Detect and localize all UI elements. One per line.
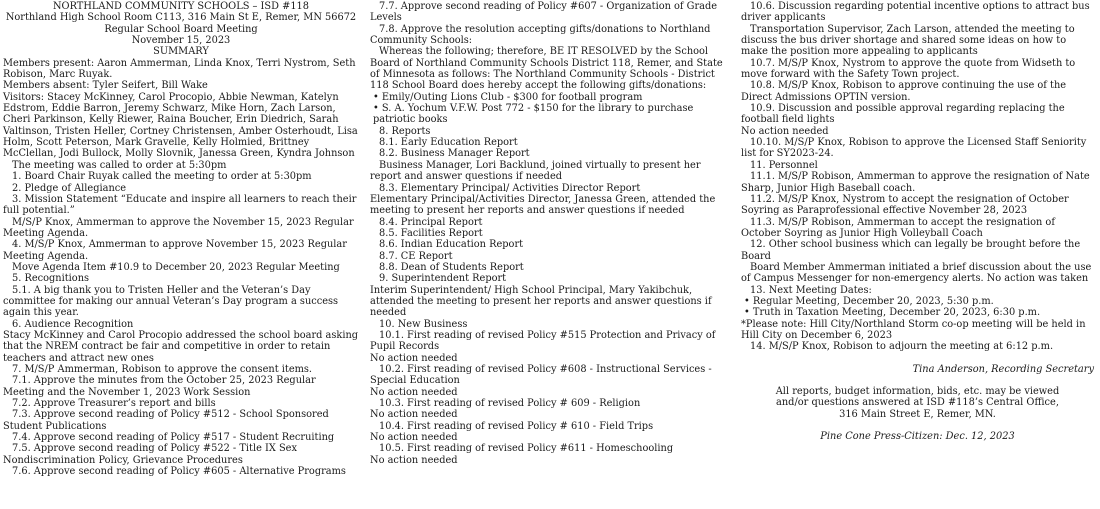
item-10: 10. New Business xyxy=(379,318,468,330)
item-7-5: 7.5. Approve second reading of Policy #522 - Title IX Sex Nondiscrimination Policy, Grievance Procedures xyxy=(3,443,298,466)
visitors: Visitors: Stacey McKinney, Carol Procopio, Abbie Newman, Katelyn Edstrom, Eddie Barron, Jeremy Schwarz, Mike Horn, Zach Larson, Cheri Parkinson, Kelly Riewer, Raina Boucher, Erin Diedrich, Sarah Valtinson, Tristen Heller, Cortney Christensen, Amber Osterhoudt, Lisa Holm, Scott Peterson, Mark Gravelle, Kelly Holmied, Brittney McClellan, Jodi Bullock, Molly Slovnik, Janessa Green, Kyndra Johnson xyxy=(3,91,358,160)
item-10-7: 10.7. M/S/P Knox, Nystrom to approve the quote from Widseth to move forward with the Safety Town project. xyxy=(741,57,1076,81)
no-action-5: No action needed xyxy=(370,454,458,466)
item-8-2: 8.2. Business Manager Report xyxy=(379,148,530,160)
item-14: 14. M/S/P Knox, Robison to adjourn the meeting at 6:12 p.m. xyxy=(750,341,1054,353)
item-8-8: 8.8. Dean of Students Report xyxy=(379,261,524,273)
secretary-signature: Tina Anderson, Recording Secretary xyxy=(912,363,1094,375)
footer-line-3: 316 Main Street E, Remer, MN. xyxy=(839,408,996,420)
item-10-6-detail: Transportation Supervisor, Zach Larson, attended the meeting to discuss the bus driver shortage and shared some ideas on how to make the position more appealing to applicants xyxy=(741,23,1075,58)
summary-heading: SUMMARY xyxy=(153,46,209,58)
item-10-4: 10.4. First reading of revised Policy # 610 - Field Trips xyxy=(379,420,654,432)
item-8-6: 8.6. Indian Education Report xyxy=(379,239,524,251)
item-4-note: Move Agenda Item #10.9 to December 20, 2023 Regular Meeting xyxy=(12,261,340,273)
meeting-date-2: • Truth in Taxation Meeting, December 20, 2023, 6:30 p.m. xyxy=(741,307,1094,318)
item-12: 12. Other school business which can legally be brought before the Board xyxy=(741,239,1081,262)
item-7-7: 7.7. Approve second reading of Policy #607 - Organization of Grade Levels xyxy=(370,1,718,24)
gift-2: • S. A. Yochum V.F.W. Post 772 - $150 for the library to purchase patriotic books xyxy=(370,103,726,126)
no-action-6: No action needed xyxy=(741,125,829,137)
no-action-4: No action needed xyxy=(370,432,458,444)
co-op-note: *Please note: Hill City/Northland Storm co-op meeting will be held in Hill City on December 6, 2023 xyxy=(741,318,1086,341)
column-3 xyxy=(741,1,1094,442)
item-11-2: 11.2. M/S/P Knox, Nystrom to accept the resignation of October Soyring as Paraprofessional effective November 28, 2023 xyxy=(741,193,1069,217)
item-2: 2. Pledge of Allegiance xyxy=(12,182,127,194)
item-8-5: 8.5. Facilities Report xyxy=(379,227,483,239)
item-8-7: 8.7. CE Report xyxy=(379,250,453,262)
item-7: 7. M/S/P Ammerman, Robison to approve the consent items. xyxy=(12,364,313,375)
item-3: 3. Mission Statement “Educate and inspire all learners to reach their full potential.” xyxy=(3,193,357,217)
item-11-3: 11.3. M/S/P Robison, Ammerman to accept the resignation of October Soyring as Junior High Volleyball Coach xyxy=(741,216,1055,239)
item-6: 6. Audience Recognition xyxy=(12,318,134,330)
publication-credit: Pine Cone Press-Citizen: Dec. 12, 2023 xyxy=(820,431,1015,443)
no-action-2: No action needed xyxy=(370,386,458,398)
item-10-6: 10.6. Discussion regarding potential incentive options to attract bus driver applicants xyxy=(741,1,1090,24)
footer-line-1: All reports, budget information, bids, etc. may be viewed xyxy=(775,386,1060,397)
item-8-3: 8.3. Elementary Principal/ Activities Director Report xyxy=(379,182,641,194)
column-2 xyxy=(370,1,726,466)
item-8-1: 8.1. Early Education Report xyxy=(379,137,518,149)
item-3-motion: M/S/P Knox, Ammerman to approve the November 15, 2023 Regular Meeting Agenda. xyxy=(3,216,354,239)
called-to-order: The meeting was called to order at 5:30pm xyxy=(12,159,227,171)
item-5: 5. Recognitions xyxy=(12,273,90,285)
item-10-8: 10.8. M/S/P Knox, Robison to approve continuing the use of the Direct Admissions OPTIN version. xyxy=(741,80,1067,103)
spacer xyxy=(741,375,1094,386)
item-10-3: 10.3. First reading of revised Policy # 609 - Religion xyxy=(379,398,641,410)
gift-1: • Emily/Outing Lions Club - $300 for football program xyxy=(370,92,726,103)
item-6-detail: Stacy McKinney and Carol Procopio addressed the school board asking that the NREM contract be fair and competitive in order to retain teachers and attract new ones xyxy=(3,329,359,364)
item-10-5: 10.5. First reading of revised Policy #611 - Homeschooling xyxy=(379,443,674,455)
meeting-date: November 15, 2023 xyxy=(131,35,231,47)
item-8: 8. Reports xyxy=(379,125,431,137)
no-action-3: No action needed xyxy=(370,409,458,421)
item-8-3-detail: Elementary Principal/Activities Director, Janessa Green, attended the meeting to present her reports and answer questions if needed xyxy=(370,193,716,217)
no-action-1: No action needed xyxy=(370,352,458,364)
item-8-2-detail: Business Manager, Lori Backlund, joined virtually to present her report and answer questions if needed xyxy=(370,159,701,183)
item-4: 4. M/S/P Knox, Ammerman to approve November 15, 2023 Regular Meeting Agenda. xyxy=(3,239,347,262)
members-present: Members present: Aaron Ammerman, Linda Knox, Terri Nystrom, Seth Robison, Marc Ruyak. xyxy=(3,57,356,81)
location-heading: Northland High School Room C113, 316 Main St E, Remer, MN 56672 xyxy=(5,12,357,24)
org-heading: NORTHLAND COMMUNITY SCHOOLS – ISD #118 xyxy=(52,1,310,12)
item-10-1: 10.1. First reading of revised Policy #515 Protection and Privacy of Pupil Records xyxy=(370,329,716,353)
item-12-detail: Board Member Ammerman initiated a brief discussion about the use of Campus Messenger for non-emergency alerts. No action was taken xyxy=(741,261,1092,285)
item-11-1: 11.1. M/S/P Robison, Ammerman to approve the resignation of Nate Sharp, Junior High Baseball coach. xyxy=(741,171,1090,194)
footer-line-2: and/or questions answered at ISD #118’s Central Office, xyxy=(776,397,1059,409)
item-10-9: 10.9. Discussion and possible approval regarding replacing the football field lights xyxy=(741,103,1065,126)
item-8-4: 8.4. Principal Report xyxy=(379,216,483,228)
item-7-1: 7.1. Approve the minutes from the October 25, 2023 Regular Meeting and the November 1, 2023 Work Session xyxy=(3,375,316,398)
meeting-type: Regular School Board Meeting xyxy=(104,23,258,35)
item-7-4: 7.4. Approve second reading of Policy #517 - Student Recruiting xyxy=(12,432,335,444)
item-10-2: 10.2. First reading of revised Policy #608 - Instructional Services - Special Education xyxy=(370,364,712,387)
item-7-6: 7.6. Approve second reading of Policy #605 - Alternative Programs xyxy=(12,466,346,478)
column-1 xyxy=(3,1,359,477)
resolution-text: Whereas the following; therefore, BE IT RESOLVED by the School Board of Northland Community Schools District 118, Remer, and State of Minnesota as follows: The Northland Community Schools - District 118 School Board does hereby accept the following gifts/donations: xyxy=(370,46,723,92)
item-10-10: 10.10. M/S/P Knox, Robison to approve the Licensed Staff Seniority list for SY2023-24. xyxy=(741,137,1087,160)
members-absent: Members absent: Tyler Seifert, Bill Wake xyxy=(3,80,208,92)
item-11: 11. Personnel xyxy=(750,159,818,171)
meeting-date-1: • Regular Meeting, December 20, 2023, 5:30 p.m. xyxy=(741,296,1094,307)
item-7-2: 7.2. Approve Treasurer’s report and bills xyxy=(12,398,216,410)
item-1: 1. Board Chair Ruyak called the meeting to order at 5:30pm xyxy=(12,171,312,183)
item-9: 9. Superintendent Report xyxy=(379,273,507,285)
item-5-1: 5.1. A big thank you to Tristen Heller and the Veteran’s Day committee for making our annual Veteran’s Day program a success again this year. xyxy=(3,284,339,319)
item-9-detail: Interim Superintendent/ High School Principal, Mary Yakibchuk, attended the meeting to present her reports and answer questions if needed xyxy=(370,284,712,319)
spacer xyxy=(741,353,1094,364)
item-13: 13. Next Meeting Dates: xyxy=(750,284,872,296)
item-7-8: 7.8. Approve the resolution accepting gifts/donations to Northland Community Schools: xyxy=(370,23,711,47)
item-7-3: 7.3. Approve second reading of Policy #512 - School Sponsored Student Publications xyxy=(3,409,329,432)
spacer xyxy=(741,420,1094,431)
